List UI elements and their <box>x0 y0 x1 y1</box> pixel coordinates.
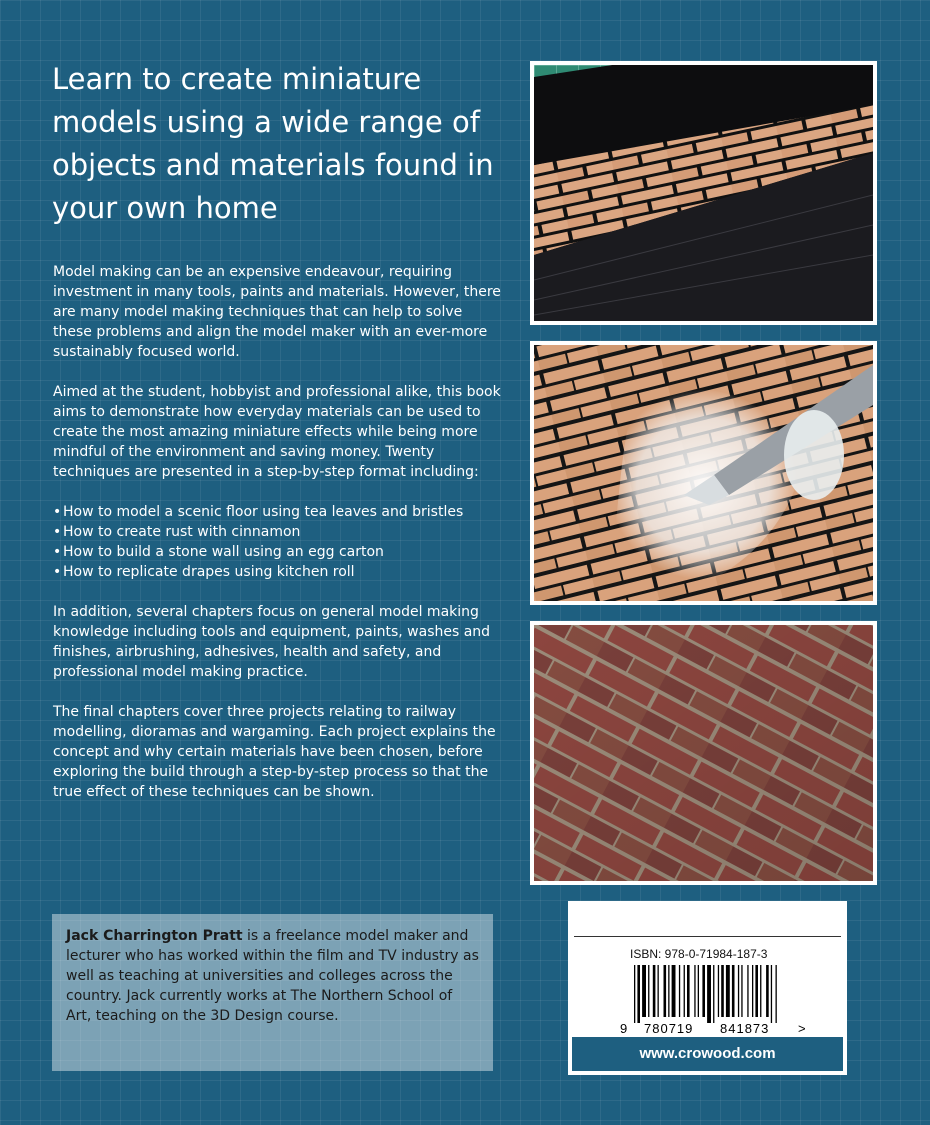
blurb-paragraph: Model making can be an expensive endeavour, requiring investment in many tools, paints and materials. However, there are many model making techniques that can help to solve these problems and align the model maker with an ever-more sustainably focused world. <box>53 264 501 360</box>
barcode-bar <box>653 965 656 1017</box>
barcode-bar <box>713 965 714 1023</box>
technique-item: • How to create rust with cinnamon <box>53 522 503 542</box>
publisher-website: www.crowood.com <box>572 1037 843 1071</box>
barcode-panel <box>568 901 847 1075</box>
author-name: Jack Charrington Pratt <box>66 928 243 944</box>
blurb <box>53 262 503 822</box>
barcode-bar <box>642 965 646 1017</box>
technique-item: • How to build a stone wall using an egg carton <box>53 542 503 562</box>
blurb-paragraph: The final chapters cover three projects relating to railway modelling, dioramas and wargaming. Each project explains the concept and why certain materials have been chosen, before exploring the build through a step-by-step process so that the true effect of these techniques can be shown. <box>53 704 496 800</box>
barcode-bar <box>679 965 680 1017</box>
barcode-bar <box>721 965 724 1017</box>
barcode-bar <box>672 965 676 1017</box>
blurb-paragraph: Aimed at the student, hobbyist and professional alike, this book aims to demonstrate how everyday materials can be used to create the most amazing miniature effects while being more mindful of the environment and saving money. Twenty techniques are presented in a step-by-step format including: <box>53 384 501 480</box>
barcode-bar <box>747 965 748 1017</box>
photo-brick-whitewash <box>530 341 877 605</box>
barcode-bar <box>658 965 659 1017</box>
barcode-bar <box>760 965 761 1017</box>
photo-brick-cutting-mat <box>530 61 877 325</box>
barcode-digits-left: 780719 <box>644 1021 694 1035</box>
barcode-bar <box>741 965 742 1017</box>
headline: Learn to create miniature models using a wide range of objects and materials found in your own home <box>52 62 494 225</box>
barcode-bar <box>684 965 685 1017</box>
barcode-trail-mark: > <box>798 1021 806 1035</box>
barcode-bar <box>776 965 777 1023</box>
barcode-bar <box>707 965 711 1023</box>
barcode-bar <box>668 965 669 1017</box>
barcode-bar <box>732 965 735 1017</box>
barcode-bar <box>637 965 640 1023</box>
barcode-bar <box>726 965 730 1017</box>
barcode-bar <box>687 965 690 1017</box>
barcode-bar <box>664 965 667 1017</box>
barcode-bar <box>718 965 719 1017</box>
barcode-lead-digit: 9 <box>620 1021 628 1035</box>
isbn-label: ISBN: 978-0-71984-187-3 <box>630 947 768 961</box>
technique-item: • How to model a scenic floor using tea leaves and bristles <box>53 502 503 522</box>
technique-item: • How to replicate drapes using kitchen roll <box>53 562 503 582</box>
barcode-bar <box>766 965 769 1017</box>
barcode-bar <box>698 965 699 1017</box>
barcode-bar <box>755 965 758 1017</box>
barcode-image <box>620 965 810 1035</box>
barcode-bar <box>702 965 705 1017</box>
technique-list <box>53 502 503 582</box>
author-bio <box>52 914 493 1071</box>
barcode-bar <box>752 965 753 1017</box>
barcode-bar <box>738 965 739 1017</box>
barcode-bar <box>648 965 649 1017</box>
barcode-digits-right: 841873 <box>720 1021 770 1035</box>
barcode-bar <box>771 965 772 1023</box>
barcode-bar <box>634 965 635 1023</box>
author-bio-text: is a freelance model maker and lecturer who has worked within the film and TV industry as well as teaching at universities and colleges across the country. Jack currently works at The Northern School of Art, teaching on the 3D Design course. <box>66 928 479 1024</box>
barcode-bar <box>694 965 695 1017</box>
photo-brick-weathered <box>530 621 877 885</box>
blurb-paragraph: In addition, several chapters focus on general model making knowledge including tools and equipment, paints, washes and finishes, airbrushing, adhesives, health and safety, and professional model making practice. <box>53 604 491 680</box>
divider <box>574 936 841 937</box>
